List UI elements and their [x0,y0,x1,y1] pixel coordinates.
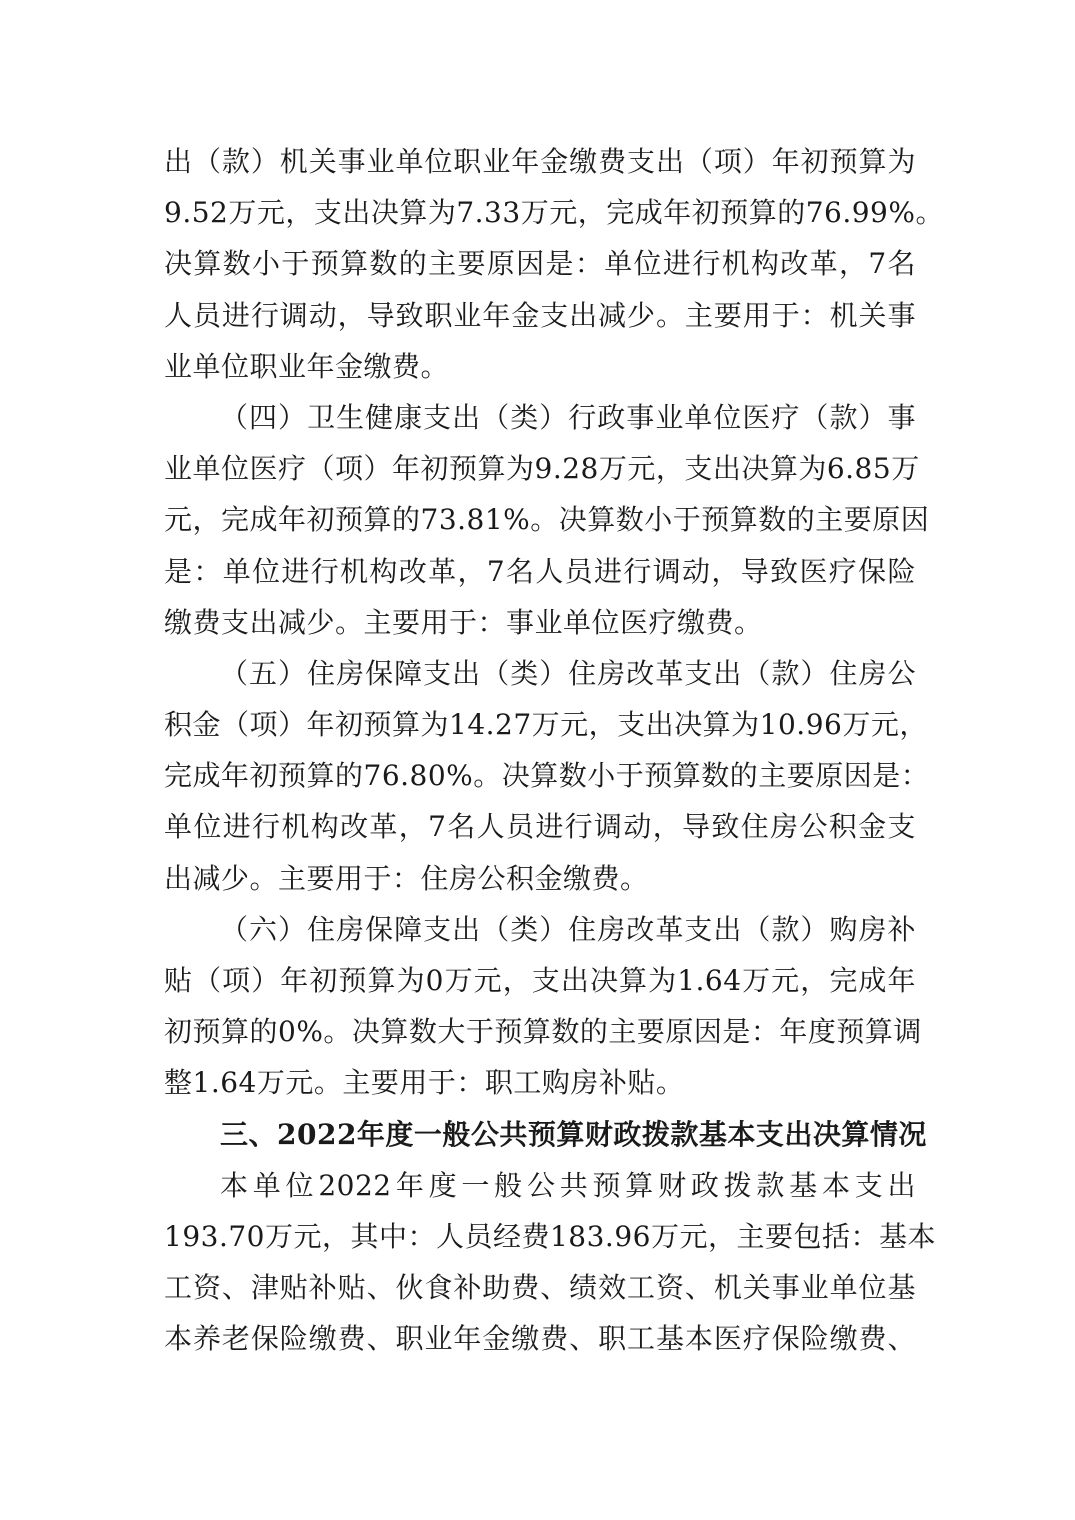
paragraph-line: 决算数小于预算数的主要原因是：单位进行机构改革，7名 [164,247,916,281]
paragraph-line: 初预算的0%。决算数大于预算数的主要原因是：年度预算调 [164,1015,922,1049]
paragraph-line: 本养老保险缴费、职业年金缴费、职工基本医疗保险缴费、 [164,1322,916,1356]
paragraph-line: 工资、津贴补贴、伙食补助费、绩效工资、机关事业单位基 [164,1271,916,1305]
paragraph-line: 完成年初预算的76.80%。决算数小于预算数的主要原因是： [164,759,930,793]
paragraph-line: 本单位2022年度一般公共预算财政拨款基本支出 [220,1168,916,1202]
paragraph-line: （四）卫生健康支出（类）行政事业单位医疗（款）事 [220,400,916,434]
paragraph-line: 业单位职业年金缴费。 [164,349,450,383]
paragraph-line: 缴费支出减少。主要用于：事业单位医疗缴费。 [164,605,763,639]
paragraph-line: 193.70万元，其中：人员经费183.96万元，主要包括：基本 [164,1219,936,1253]
paragraph-line: 是：单位进行机构改革，7名人员进行调动，导致医疗保险 [164,554,916,588]
paragraph-line: 整1.64万元。主要用于：职工购房补贴。 [164,1066,685,1100]
paragraph-line: 元，完成年初预算的73.81%。决算数小于预算数的主要原因 [164,503,930,537]
paragraph-line: 人员进行调动，导致职业年金支出减少。主要用于：机关事 [164,298,916,332]
paragraph-line: 出减少。主要用于：住房公积金缴费。 [164,861,649,895]
paragraph-line: 出（款）机关事业单位职业年金缴费支出（项）年初预算为 [164,145,916,178]
section-heading: 三、2022年度一般公共预算财政拨款基本支出决算情况 [220,1117,927,1151]
paragraph-line: （五）住房保障支出（类）住房改革支出（款）住房公 [220,656,916,690]
paragraph-line: 业单位医疗（项）年初预算为9.28万元，支出决算为6.85万 [164,452,920,486]
paragraph-line: 积金（项）年初预算为14.27万元，支出决算为10.96万元， [164,708,928,742]
paragraph-line: 单位进行机构改革，7名人员进行调动，导致住房公积金支 [164,810,916,844]
paragraph-line: 9.52万元，支出决算为7.33万元，完成年初预算的76.99%。 [164,196,944,230]
paragraph-line: 贴（项）年初预算为0万元，支出决算为1.64万元，完成年 [164,964,916,997]
document-body [164,136,944,1365]
paragraph-line: （六）住房保障支出（类）住房改革支出（款）购房补 [220,912,916,946]
